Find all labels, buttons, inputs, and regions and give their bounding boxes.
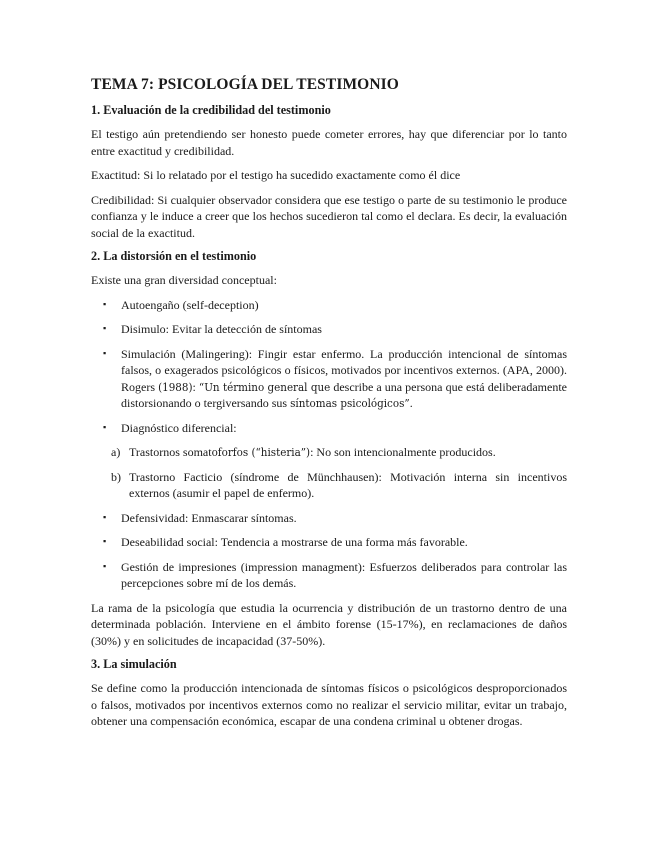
sublist-text: Trastorno Facticio (síndrome de Münchhausen): Motivación interna sin incentivos externos (asumir el papel de enfermo). — [129, 469, 567, 500]
section-1-heading: 1. Evaluación de la credibilidad del testimonio — [91, 103, 331, 117]
sublist-item-b — [91, 469, 567, 502]
sublist-text-3: : No son intencionalmente producidos. — [310, 445, 496, 459]
list-item-text: Deseabilidad social: Tendencia a mostrarse de una forma más favorable. — [121, 535, 468, 549]
simulacion-quote-end: síntomas psicológicos” — [290, 396, 410, 410]
list-item-diagnostico — [91, 420, 567, 437]
list-item-simulacion — [91, 346, 567, 412]
simulacion-citation-year: (1988) — [158, 379, 193, 394]
sublist-marker: b) — [111, 469, 121, 484]
list-item-text: Disimulo: Evitar la detección de síntomas — [121, 322, 322, 336]
bullet-icon: ▪ — [103, 298, 107, 309]
list-item — [91, 510, 567, 527]
bullet-icon: ▪ — [103, 560, 107, 571]
list-item-text: Diagnóstico diferencial: — [121, 420, 237, 435]
bullet-icon: ▪ — [103, 511, 107, 522]
list-item — [91, 297, 567, 314]
list-item — [91, 559, 567, 592]
list-item-text: Autoengaño (self-deception) — [121, 297, 259, 312]
list-item-text: Defensividad: Enmascarar síntomas. — [121, 510, 297, 525]
simulacion-text-3: : — [192, 379, 199, 394]
bullet-icon: ▪ — [103, 536, 107, 546]
bullet-icon: ▪ — [103, 421, 107, 432]
sublist-item-a — [91, 444, 567, 461]
list-item — [91, 321, 567, 338]
section-3-paragraph: Se define como la producción intencionada de síntomas físicos o psicológicos desproporcionados o falsos, motivados por incentivos externos como no realizar el servicio militar, evitar un trabajo, obtener una compensación económica, escapar de una condena criminal u obtener drogas. — [91, 681, 567, 728]
distortion-list-2 — [91, 510, 567, 592]
section-1-paragraph-exactitud: Exactitud: Si lo relatado por el testigo ha sucedido exactamente como él dice — [91, 168, 461, 182]
list-item — [91, 534, 567, 551]
sublist-text-1: Trastornos somat — [129, 445, 212, 459]
distortion-list-1 — [91, 297, 567, 437]
simulacion-quote-start: “Un término general que — [198, 379, 331, 394]
section-1-paragraph-1: El testigo aún pretendiendo ser honesto puede cometer errores, hay que diferenciar por lo tanto entre exactitud y credibilidad. — [91, 127, 567, 158]
document-title: TEMA 7: PSICOLOGÍA DEL TESTIMONIO — [91, 76, 399, 93]
sublist-text-2: oforfos (“histeria”) — [211, 445, 311, 459]
bullet-icon: ▪ — [103, 323, 107, 333]
list-item-text: Gestión de impresiones (impression managment): Esfuerzos deliberados para controlar las percepciones sobre mí de los demás. — [121, 559, 567, 590]
sublist-marker: a) — [111, 445, 121, 459]
section-2-closing-paragraph: La rama de la psicología que estudia la ocurrencia y distribución de un trastorno dentro de una determinada población. Interviene en el ámbito forense (15-17%), en reclamaciones de daños (30%) y en solicitudes de incapacidad (37-50%). — [91, 600, 567, 648]
section-2-heading: 2. La distorsión en el testimonio — [91, 249, 257, 263]
bullet-icon: ▪ — [103, 347, 107, 358]
section-2-intro: Existe una gran diversidad conceptual: — [91, 273, 277, 287]
section-3-heading: 3. La simulación — [91, 657, 177, 671]
simulacion-text-7: . — [409, 396, 413, 410]
simulacion-text-1: Simulación (Malingering): Fingir estar enfermo. La producción intencional de síntomas falsos, o exagerados psicológicos o físicos, motivados por incentivos externos. (APA, 2000). Rogers — [121, 346, 567, 394]
simulacion-text-5: describe a una persona que está deliberadamente distorsionando o tergiversando sus — [121, 379, 567, 410]
section-1-paragraph-credibilidad: Credibilidad: Si cualquier observador considera que ese testigo o parte de su testimonio le produce confianza y le induce a creer que los hechos sucedieron tal como el declara. Es decir, la evaluación social de la exactitud. — [91, 192, 567, 240]
diagnostico-sublist — [91, 444, 567, 502]
